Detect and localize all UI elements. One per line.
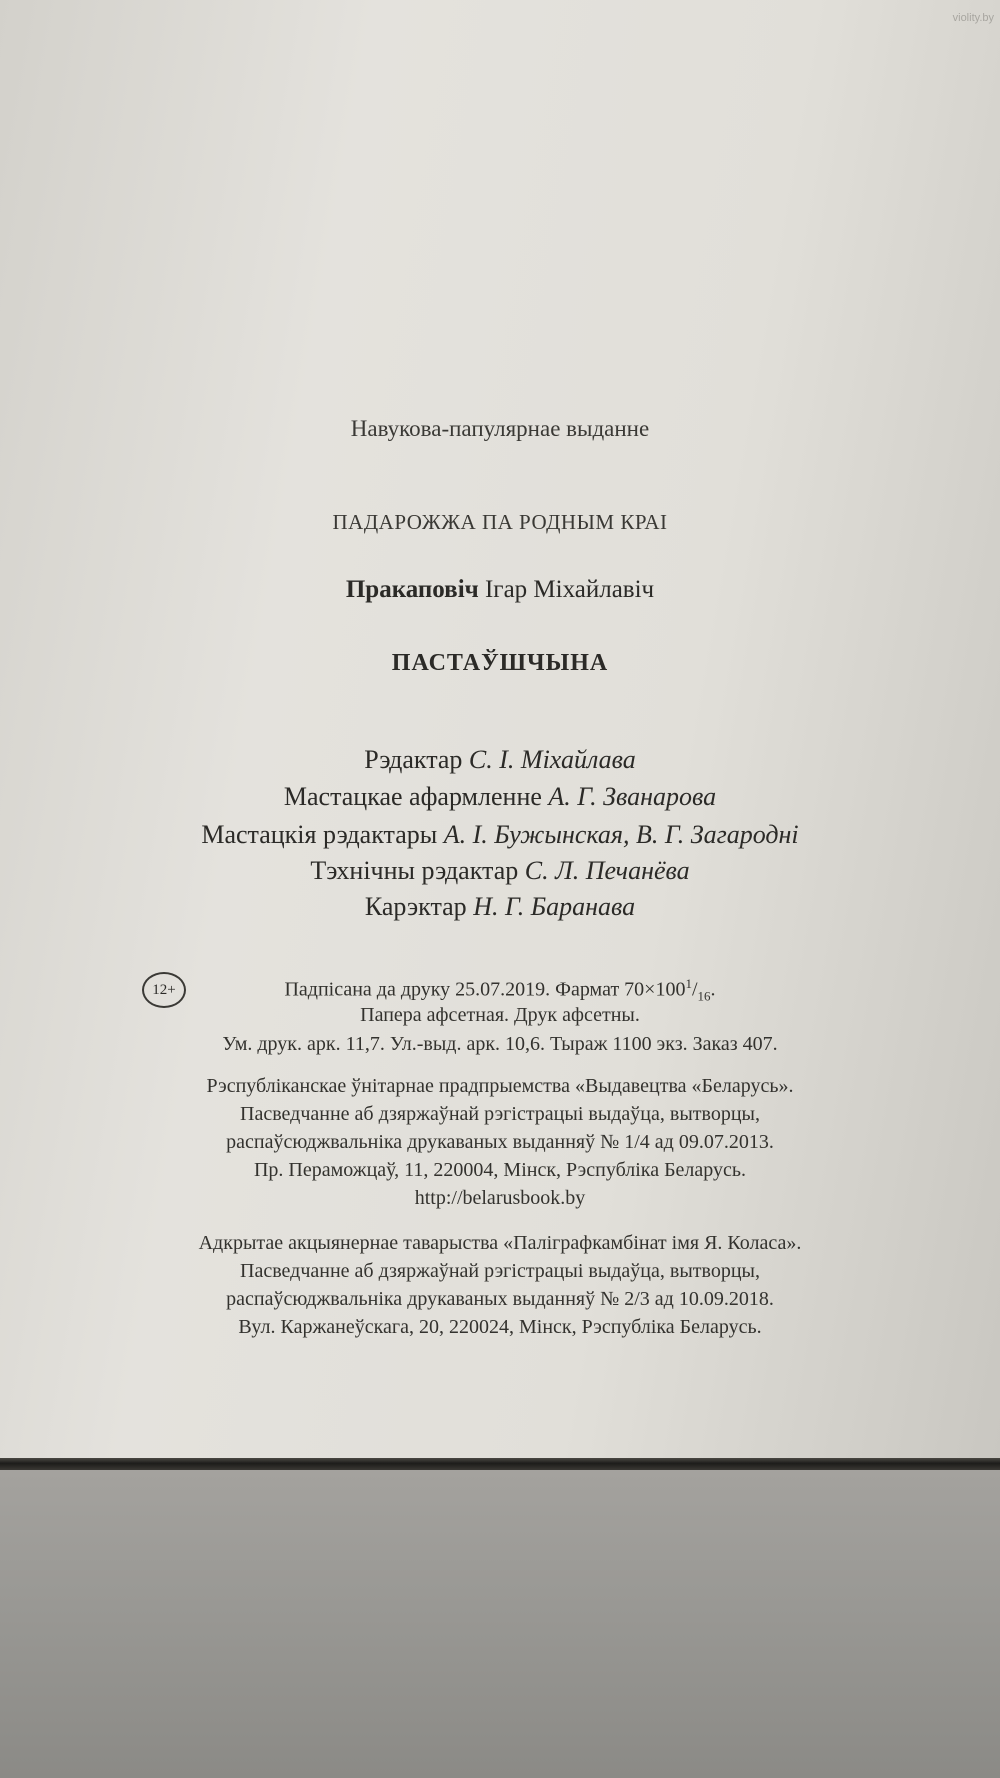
series-kind: Навукова-папулярнае выданне [350,416,650,441]
author-line [0,576,1000,604]
format-suffix: . [710,978,716,1001]
print-paper: Папера афсетная. Друк афсетны. [360,1004,640,1026]
credit-technical-editor [0,856,1000,886]
credit-role: Тэхнічны рэдактар [310,856,519,885]
print-signed-line [0,976,1000,1005]
publisher-certificate-1: Пасведчанне аб дзяржаўнай рэгістрацыі выдаўца, вытворцы, [240,1103,760,1125]
author-surname: Пракаповіч [345,576,479,603]
credit-person: С. І. Міхайлава [468,745,636,774]
table-surface [0,1470,1000,1778]
credit-person: А. Г. Званарова [548,782,717,811]
printer-name: Адкрытае акцыянернае таварыства «Паліграфкамбінат імя Я. Коласа». [198,1232,802,1254]
credit-art-editors [0,820,1000,850]
credit-editor [0,745,1000,775]
credit-design [0,782,1000,812]
printer-address: Вул. Каржанеўскага, 20, 220024, Мінск, Рэспубліка Беларусь. [238,1316,762,1338]
publisher-name: Рэспубліканскае ўнітарнае прадпрыемства «Выдавецтва «Беларусь». [206,1075,794,1097]
author-given-names: Ігар Міхайлавіч [484,576,655,603]
credit-role: Карэктар [364,892,467,921]
printer-certificate-1: Пасведчанне аб дзяржаўнай рэгістрацыі выдаўца, вытворцы, [240,1260,760,1282]
print-signed: Падпісана да друку 25.07.2019. Фармат 70×100 [284,978,686,1001]
credit-role: Мастацкае афармленне [283,782,542,811]
credit-person: С. Л. Печанёва [524,856,690,885]
page-edge [0,1458,1000,1470]
format-numerator: 1 [685,976,692,991]
publisher-certificate-2: распаўсюджвальніка друкаваных выданняў № 1/4 ад 09.07.2013. [226,1131,774,1153]
book-title: ПАСТАЎШЧЫНА [391,650,609,676]
series-name: ПАДАРОЖЖА ПА РОДНЫМ КРАІ [332,510,668,534]
credit-role: Мастацкія рэдактары [201,820,438,849]
format-slash: / [691,978,698,1001]
watermark: violity.by [952,12,994,24]
publisher-address: Пр. Пераможцаў, 11, 220004, Мінск, Рэспубліка Беларусь. [253,1159,747,1181]
print-sheets: Ум. друк. арк. 11,7. Ул.-выд. арк. 10,6. Тыраж 1100 экз. Заказ 407. [222,1033,778,1055]
credit-person: Н. Г. Баранава [473,892,636,921]
credit-proofreader [0,892,1000,922]
credit-role: Рэдактар [364,745,463,774]
credit-person: А. І. Бужынская, В. Г. Загародні [443,820,799,849]
publisher-url: http://belarusbook.by [414,1187,586,1209]
printer-certificate-2: распаўсюджвальніка друкаваных выданняў № 2/3 ад 10.09.2018. [226,1288,774,1310]
format-denominator: 16 [697,988,711,1004]
age-rating-badge: 12+ [142,972,186,1008]
